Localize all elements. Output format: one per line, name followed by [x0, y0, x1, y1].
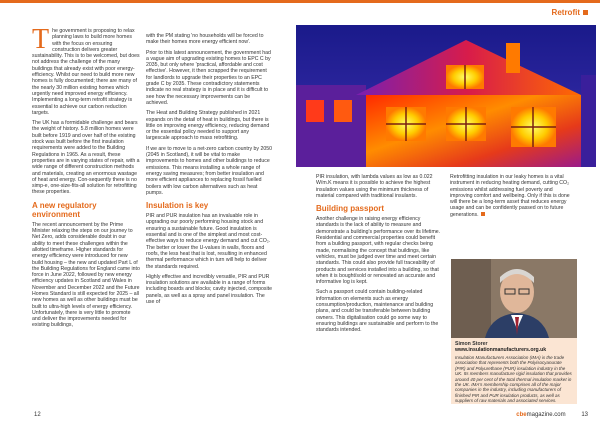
thermal-house-image: [296, 25, 596, 167]
col2-p6: Highly effective and incredibly versatile, PIR and PUR insulation solutions are available in a range of forms including boards and blocks; cavity injected, composite panels, as well as a spray and panel insulation. The use of: [146, 273, 273, 305]
end-mark: [481, 212, 485, 216]
author-profile: [451, 338, 577, 404]
col3-p3: Such a passport could contain building-related information on elements such as energy consumption/production, maintenance and building plans, and could be transferable between building owners. This digitalisation could go some way to ensuring buildings are sustainable and perform to the standards intended.: [316, 289, 439, 334]
author-url[interactable]: www.insulationmanufacturers.org.uk: [455, 347, 547, 353]
heading-insulation: Insulation is key: [146, 201, 209, 211]
col3-p1: PIR insulation, with lambda values as low as 0.022 W/m.K means it is possible to achieve the highest insulation values using the minimum thickness of material compared with traditional insulants.: [316, 174, 433, 199]
brand-prefix: cbe: [516, 412, 527, 418]
col4-paragraph: [450, 174, 574, 218]
col1-p1: he government is proposing to relax planning laws to build more homes with the focus on ensuring construction delivers greater sustainability. This is to be welcomed, but does not address the challenge of the many buildings that already exist with poor energy-efficiency. Whilst our need to build more new homes is fully documented; there are many of the nearly 30 million existing homes which urgently need improved energy efficiency. Implementing a long-term retrofit strategy is essential to achieve our carbon reduction targets.: [32, 28, 140, 116]
author-portrait: [451, 259, 577, 338]
col1-p2: The UK has a formidable challenge and bears the weight of history. 5.8 million homes were built before 1919 and over half of the existing stock was built before the first insulation requirements were added to the Building Regulations in 1965. As a result, these properties are in varying states of repair, with a wide range of different construction methods and materials, creating an enormous wastage of heat and energy. Con-sequently there is no simp-e, one-size-fits-all solution for retrofitting these properties.: [32, 120, 140, 196]
col2-p2: Prior to this latest announcement, the government had a vague aim of upgrading existing homes to EPC C by 2035, but only where 'practical, affordable and cost effective'. However, it then scrapped the requirement for landlords to upgrade their properties to an EPC grade C by 2035. These contradictory statements indicate no real strategy is in place and it is difficult to see how the necessary improvements can be achieved.: [146, 49, 271, 106]
drop-cap: T: [32, 24, 50, 55]
brand-suffix: magazine.com: [526, 412, 566, 418]
author-name: Simon Storer: [455, 341, 488, 347]
intro-paragraph: [32, 24, 140, 116]
col2-p1: with the PM stating 'no households will be forced to make their homes more energy efficient now'.: [146, 33, 264, 46]
page-number-left: 12: [34, 412, 41, 418]
section-tag: [552, 8, 588, 17]
column-1: [32, 24, 140, 333]
top-accent-line: [0, 0, 600, 3]
column-2: [146, 33, 272, 309]
author-photo: [451, 259, 577, 338]
col3-p2: Another challenge in raising energy efficiency standards is the lack of ability to measure and demonstrate a building's performance over its lifetime. Residential and commercial properties could benefit from a building passport, with regular checks being made, normalising the concept that buildings, like vehicles, must be judged over time and meet certain standards. This could also provide full traceability of products and services installed into a building, so that when it is bought/sold or renovated an accurate and informative log is kept.: [316, 216, 441, 286]
section-label: Retrofit: [551, 8, 580, 17]
col2-p3: The Heat and Building Strategy published in 2021 expands on the detail of heat in buildings, but there is little on improving energy efficiency, reducing demand or the essential policy needed to support any largescale approach to mass retrofitting.: [146, 110, 270, 142]
col2-p4: If we are to move to a net-zero carbon country by 2050 (2045 in Scotland), it will be vital to make improvements to homes and other buildings to reduce emissions. This means installing a whole range of energy saving measures; from better insulation and more efficient appliances to replacing fossil fuelled boilers with low carbon alternatives such as heat pumps.: [146, 145, 273, 196]
author-bio: Insulation Manufacturers Association (IMA) is the trade association that represents both the Polyisocyanurate (PIR) and Polyurethane (PUR) insulation industry in the UK. Its members manufacture rigid insulation that provides around 40 per cent of the total thermal insulation market in the UK. IMA's membership comprises all of the major companies in the industry, including manufacturers of finished PIR and PUR insulation products, as well as suppliers of raw materials and associated services.: [455, 355, 572, 404]
heading-building-passport: Building passport: [316, 204, 384, 214]
col4-p1: Retrofitting insulation in our leaky homes is a vital instrument in reducing heating demand, cutting CO₂ emissions whilst addressing fuel poverty and improving comfort and wellbeing. Only if this is done will there be a long-term asset that reduces energy usage and can be confidently passed on to future generations.: [450, 174, 570, 218]
footer-right: [516, 412, 588, 418]
col2-p5: PIR and PUR insulation has an invaluable role in upgrading our poorly performing housing stock and ensuring a sustainable future. Good insulation is essential and is one of the simplest and most cost-effective ways to reduce energy demand and cut CO₂. The better or lower the U-values in walls, floors and roofs, the less heat that is lost, resulting in enhanced thermal performance which in turn will help to deliver the standards required.: [146, 213, 271, 270]
heading-regulatory: A new regulatory environment: [32, 200, 97, 219]
thermal-house-graphic: [296, 25, 596, 167]
col1-p3: The recent announcement by the Prime Minister relaxing the steps on our journey to Net Zero, adds considerable doubt in our ability to meet these challenges within the allotted timeframe. Higher standards for energy efficiency were introduced for new build housing – the new and updated Part L of the Building Regulations for England came into force in June 2022, followed by new energy efficiency updates in Scotland and Wales in November and December 2022 and the Future Homes Standard is still expected for 2025 – all new homes as well as other buildings must be built to ultra-high levels of energy efficiency. Unfortunately, there is very little to promote and deliver the improvements needed for existing buildings,: [32, 221, 140, 329]
section-marker: [583, 10, 588, 15]
column-3: [316, 174, 444, 338]
page-number-right: 13: [581, 412, 588, 418]
column-4: [450, 174, 574, 222]
